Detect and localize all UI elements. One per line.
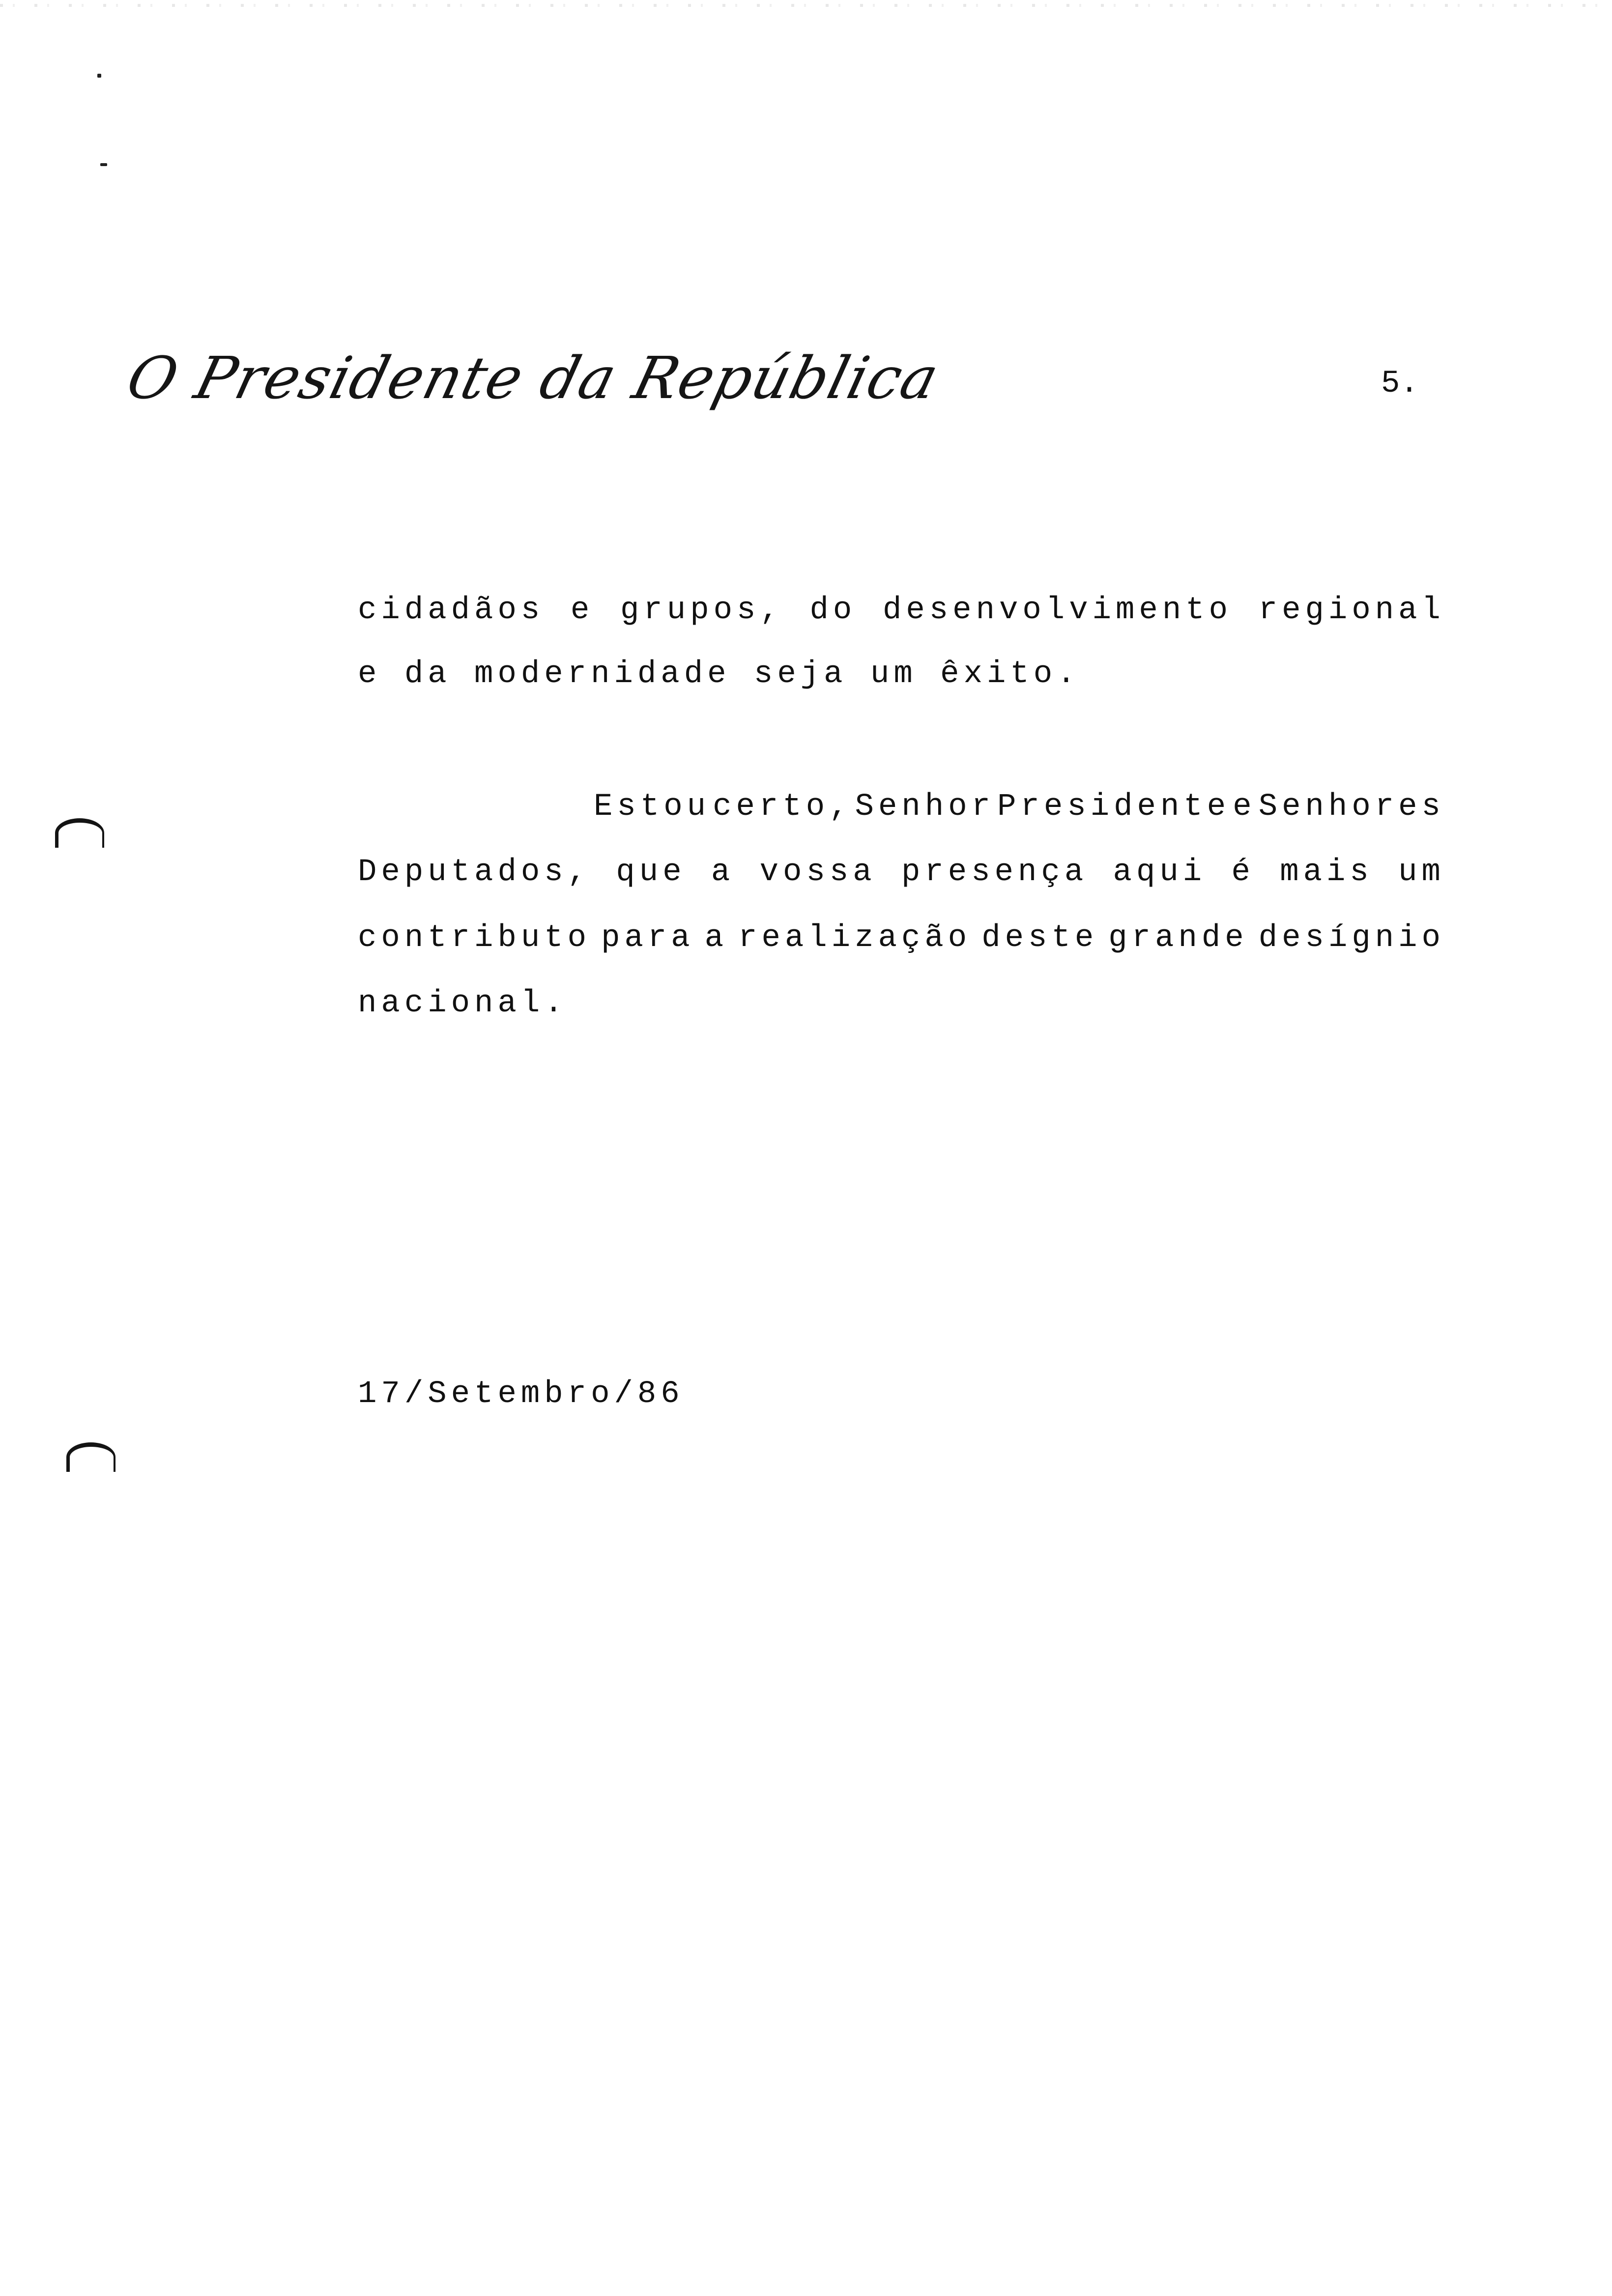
word: desígnio [1258, 920, 1445, 956]
word: Senhores [1258, 789, 1445, 825]
word: contributo [358, 920, 591, 956]
paragraph-1-line-2: e da modernidade seja um êxito. [358, 657, 1080, 692]
word: Presidente [997, 789, 1231, 825]
page-number: 5. [1381, 366, 1419, 402]
word: regional [1258, 593, 1445, 628]
word: mais [1280, 855, 1373, 890]
word: aqui [1113, 855, 1207, 890]
word: grupos, [620, 593, 783, 628]
scan-speck [100, 163, 107, 166]
paragraph-2-line-4: nacional. [358, 986, 568, 1021]
letterhead-title: O Presidente da República [120, 344, 946, 412]
word: Estou [594, 789, 711, 825]
paragraph-2-line-3 [358, 922, 1445, 954]
word: cidadãos [358, 593, 545, 628]
scan-speck [97, 74, 101, 78]
word: a [711, 855, 735, 890]
word: é [1231, 855, 1255, 890]
word: vossa [759, 855, 876, 890]
word: um [1398, 855, 1445, 890]
word: que [616, 855, 686, 890]
paragraph-2-line-2 [358, 857, 1445, 888]
punch-hole-mark [66, 1442, 115, 1472]
paragraph-2-line-1 [358, 791, 1445, 823]
word: Deputados, [358, 855, 591, 890]
document-date: 17/Setembro/86 [358, 1377, 684, 1412]
word: a [704, 920, 728, 956]
word: certo, [713, 789, 853, 825]
paragraph-1-line-1 [358, 595, 1445, 626]
scan-edge-noise [0, 4, 1612, 7]
word: do [809, 593, 857, 628]
word: desenvolvimento [882, 593, 1233, 628]
word: realização [738, 920, 972, 956]
word: grande [1108, 920, 1248, 956]
word: presença [901, 855, 1088, 890]
word: e [570, 593, 594, 628]
word: para [601, 920, 694, 956]
word: deste [981, 920, 1098, 956]
word: e [1233, 789, 1256, 825]
punch-hole-mark [55, 818, 104, 848]
word: Senhor [855, 789, 995, 825]
